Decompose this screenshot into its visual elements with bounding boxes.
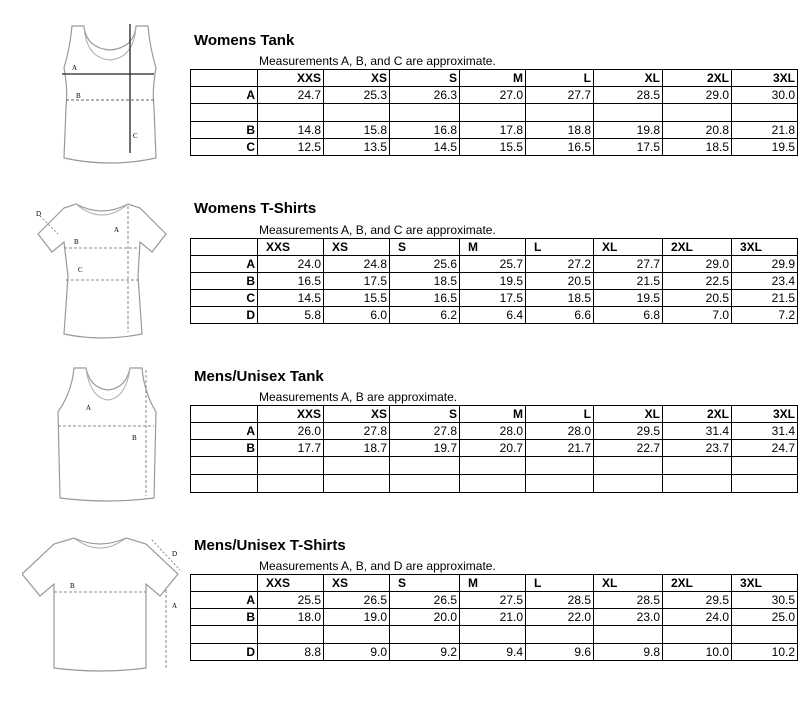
size-header: S xyxy=(390,239,460,256)
measurement-cell: 25.0 xyxy=(732,609,798,626)
measurement-cell: 24.0 xyxy=(258,256,324,273)
measurement-cell: 27.0 xyxy=(460,87,526,104)
measurement-cell xyxy=(526,626,594,644)
header-row xyxy=(191,239,798,256)
tshirt-outline xyxy=(38,204,166,338)
measurement-cell: 22.5 xyxy=(663,273,732,290)
measurement-cell: 27.7 xyxy=(526,87,594,104)
label-a: A xyxy=(172,602,178,610)
measurement-cell: 21.7 xyxy=(526,440,594,457)
measurement-cell: 25.6 xyxy=(390,256,460,273)
measurement-cell: 18.5 xyxy=(526,290,594,307)
section-note: Measurements A, B, and C are approximate. xyxy=(259,54,496,68)
measurement-cell: 20.7 xyxy=(460,440,526,457)
measurement-cell xyxy=(594,475,663,493)
measurement-cell: 20.0 xyxy=(390,609,460,626)
measurement-cell xyxy=(258,104,324,122)
label-c: C xyxy=(78,266,83,274)
measurement-cell: 29.9 xyxy=(732,256,798,273)
measurement-cell: 24.8 xyxy=(324,256,390,273)
label-b: B xyxy=(132,434,137,442)
row-label xyxy=(191,457,258,475)
size-header: L xyxy=(526,239,594,256)
measurement-cell xyxy=(258,457,324,475)
measurement-cell: 9.4 xyxy=(460,644,526,661)
measurement-cell: 21.5 xyxy=(594,273,663,290)
measurement-cell: 26.5 xyxy=(390,592,460,609)
size-table xyxy=(190,574,798,661)
measurement-cell: 15.8 xyxy=(324,122,390,139)
measurement-cell: 26.0 xyxy=(258,423,324,440)
table-row xyxy=(191,290,798,307)
size-header: 2XL xyxy=(663,575,732,592)
measurement-cell: 24.7 xyxy=(258,87,324,104)
row-label: C xyxy=(191,290,258,307)
measurement-cell: 28.5 xyxy=(526,592,594,609)
measurement-cell xyxy=(732,457,798,475)
measurement-cell: 18.5 xyxy=(390,273,460,290)
measurement-cell: 20.8 xyxy=(663,122,732,139)
measurement-cell: 14.8 xyxy=(258,122,324,139)
measurement-cell xyxy=(324,626,390,644)
row-label: D xyxy=(191,644,258,661)
measurement-cell xyxy=(526,104,594,122)
size-header: 2XL xyxy=(663,239,732,256)
measurement-cell: 16.8 xyxy=(390,122,460,139)
measurement-cell: 23.0 xyxy=(594,609,663,626)
measurement-cell: 27.8 xyxy=(390,423,460,440)
tshirt-outline xyxy=(22,538,178,671)
size-header: S xyxy=(390,406,460,423)
measurement-cell xyxy=(594,104,663,122)
measurement-cell: 28.0 xyxy=(526,423,594,440)
size-header: XXS xyxy=(258,575,324,592)
measurement-cell xyxy=(324,457,390,475)
size-header: L xyxy=(526,70,594,87)
measurement-cell: 12.5 xyxy=(258,139,324,156)
measurement-cell: 23.4 xyxy=(732,273,798,290)
row-label: A xyxy=(191,87,258,104)
size-table xyxy=(190,238,798,324)
size-header: M xyxy=(460,406,526,423)
row-label xyxy=(191,104,258,122)
measurement-cell: 25.5 xyxy=(258,592,324,609)
table-row xyxy=(191,423,798,440)
corner-cell xyxy=(191,406,258,423)
size-header: L xyxy=(526,575,594,592)
section-title: Mens/Unisex T-Shirts xyxy=(194,537,346,554)
measurement-cell: 16.5 xyxy=(258,273,324,290)
size-table xyxy=(190,69,798,156)
measurement-cell: 21.8 xyxy=(732,122,798,139)
row-label xyxy=(191,475,258,493)
size-header: 3XL xyxy=(732,70,798,87)
measurement-cell: 19.0 xyxy=(324,609,390,626)
section-title: Mens/Unisex Tank xyxy=(194,368,324,385)
section-title: Womens T-Shirts xyxy=(194,200,317,217)
size-header: XXS xyxy=(258,70,324,87)
size-header: 2XL xyxy=(663,406,732,423)
measurement-cell: 6.6 xyxy=(526,307,594,324)
table-row xyxy=(191,87,798,104)
measurement-cell: 19.5 xyxy=(594,290,663,307)
table-row xyxy=(191,256,798,273)
table-row xyxy=(191,626,798,644)
measurement-cell xyxy=(663,626,732,644)
measurement-cell: 29.5 xyxy=(594,423,663,440)
size-table xyxy=(190,405,798,493)
table-row xyxy=(191,440,798,457)
size-header: XL xyxy=(594,406,663,423)
measurement-cell: 19.8 xyxy=(594,122,663,139)
header-row xyxy=(191,406,798,423)
size-header: XXS xyxy=(258,406,324,423)
measurement-cell: 30.0 xyxy=(732,87,798,104)
measurement-cell: 18.8 xyxy=(526,122,594,139)
measurement-cell: 25.3 xyxy=(324,87,390,104)
measurement-cell: 15.5 xyxy=(324,290,390,307)
measurement-cell xyxy=(390,104,460,122)
measurement-cell: 18.5 xyxy=(663,139,732,156)
table-row xyxy=(191,592,798,609)
measurement-cell xyxy=(460,457,526,475)
label-b: B xyxy=(76,92,81,100)
measurement-cell: 14.5 xyxy=(258,290,324,307)
measurement-cell: 18.7 xyxy=(324,440,390,457)
measurement-cell xyxy=(526,457,594,475)
size-header: XL xyxy=(594,575,663,592)
measurement-cell: 24.7 xyxy=(732,440,798,457)
row-label: D xyxy=(191,307,258,324)
measurement-cell: 27.7 xyxy=(594,256,663,273)
label-b: B xyxy=(74,238,79,246)
measurement-cell: 27.5 xyxy=(460,592,526,609)
measurement-cell: 5.8 xyxy=(258,307,324,324)
measurement-cell: 6.8 xyxy=(594,307,663,324)
measurement-cell: 29.0 xyxy=(663,256,732,273)
row-label: A xyxy=(191,592,258,609)
measurement-cell: 22.0 xyxy=(526,609,594,626)
row-label: A xyxy=(191,256,258,273)
measurement-cell: 17.5 xyxy=(460,290,526,307)
measurement-cell xyxy=(526,475,594,493)
measurement-cell xyxy=(390,626,460,644)
measurement-cell: 20.5 xyxy=(663,290,732,307)
measurement-cell xyxy=(732,104,798,122)
measurement-cell: 29.5 xyxy=(663,592,732,609)
label-d: D xyxy=(36,210,42,218)
measurement-cell xyxy=(460,626,526,644)
measurement-cell: 28.0 xyxy=(460,423,526,440)
measurement-cell xyxy=(460,475,526,493)
measurement-cell: 29.0 xyxy=(663,87,732,104)
size-header: M xyxy=(460,575,526,592)
size-header: XS xyxy=(324,239,390,256)
measurement-cell: 23.7 xyxy=(663,440,732,457)
measurement-cell: 24.0 xyxy=(663,609,732,626)
measurement-cell: 6.0 xyxy=(324,307,390,324)
measurement-cell: 19.7 xyxy=(390,440,460,457)
measurement-cell xyxy=(258,475,324,493)
table-row xyxy=(191,475,798,493)
table-row xyxy=(191,457,798,475)
corner-cell xyxy=(191,70,258,87)
measurement-cell: 17.5 xyxy=(324,273,390,290)
measurement-cell: 16.5 xyxy=(390,290,460,307)
size-header: XS xyxy=(324,575,390,592)
mens-tank-illustration xyxy=(48,362,168,506)
measurement-cell xyxy=(324,475,390,493)
table-row xyxy=(191,104,798,122)
label-b: B xyxy=(70,582,75,590)
table-row xyxy=(191,273,798,290)
row-label: B xyxy=(191,440,258,457)
header-row xyxy=(191,575,798,592)
label-a: A xyxy=(114,226,120,234)
measurement-cell: 10.2 xyxy=(732,644,798,661)
measurement-cell: 27.8 xyxy=(324,423,390,440)
corner-cell xyxy=(191,575,258,592)
size-header: S xyxy=(390,575,460,592)
measurement-cell xyxy=(460,104,526,122)
row-label xyxy=(191,626,258,644)
row-label: B xyxy=(191,609,258,626)
table-row xyxy=(191,139,798,156)
measurement-cell: 13.5 xyxy=(324,139,390,156)
measurement-cell: 17.7 xyxy=(258,440,324,457)
tank-outline xyxy=(58,368,156,501)
measurement-cell: 8.8 xyxy=(258,644,324,661)
measurement-cell: 17.5 xyxy=(594,139,663,156)
measurement-cell: 21.0 xyxy=(460,609,526,626)
row-label: B xyxy=(191,122,258,139)
measurement-cell: 26.3 xyxy=(390,87,460,104)
measurement-cell: 31.4 xyxy=(732,423,798,440)
womens-tank-illustration xyxy=(50,18,170,170)
table-row xyxy=(191,307,798,324)
measurement-cell: 9.2 xyxy=(390,644,460,661)
size-header: M xyxy=(460,239,526,256)
measurement-cell: 9.6 xyxy=(526,644,594,661)
section-title: Womens Tank xyxy=(194,32,295,49)
measurement-cell xyxy=(324,104,390,122)
row-label: B xyxy=(191,273,258,290)
label-a: A xyxy=(86,404,92,412)
size-header: M xyxy=(460,70,526,87)
measurement-cell xyxy=(663,475,732,493)
table-row xyxy=(191,122,798,139)
measurement-cell xyxy=(258,626,324,644)
mens-tshirt-illustration xyxy=(22,530,192,676)
measurement-cell: 19.5 xyxy=(732,139,798,156)
measurement-cell: 25.7 xyxy=(460,256,526,273)
label-c: C xyxy=(133,132,138,140)
label-a: A xyxy=(72,64,78,72)
measurement-cell: 15.5 xyxy=(460,139,526,156)
measurement-cell: 31.4 xyxy=(663,423,732,440)
section-note: Measurements A, B, and C are approximate. xyxy=(259,223,496,237)
measurement-cell: 20.5 xyxy=(526,273,594,290)
measurement-cell: 7.2 xyxy=(732,307,798,324)
measurement-cell xyxy=(663,457,732,475)
table-row xyxy=(191,644,798,661)
size-header: 3XL xyxy=(732,406,798,423)
size-header: XL xyxy=(594,70,663,87)
womens-tshirt-illustration xyxy=(28,196,178,341)
measurement-cell: 16.5 xyxy=(526,139,594,156)
measurement-cell: 10.0 xyxy=(663,644,732,661)
measurement-cell: 22.7 xyxy=(594,440,663,457)
measurement-cell: 6.2 xyxy=(390,307,460,324)
measurement-cell: 30.5 xyxy=(732,592,798,609)
measurement-cell: 9.0 xyxy=(324,644,390,661)
measurement-cell: 14.5 xyxy=(390,139,460,156)
measurement-cell: 28.5 xyxy=(594,592,663,609)
measurement-cell: 21.5 xyxy=(732,290,798,307)
measurement-cell: 6.4 xyxy=(460,307,526,324)
size-header: XS xyxy=(324,70,390,87)
table-row xyxy=(191,609,798,626)
measurement-cell: 19.5 xyxy=(460,273,526,290)
measurement-cell: 27.2 xyxy=(526,256,594,273)
measurement-cell: 17.8 xyxy=(460,122,526,139)
size-header: XXS xyxy=(258,239,324,256)
measurement-cell xyxy=(732,475,798,493)
row-label: A xyxy=(191,423,258,440)
size-header: XS xyxy=(324,406,390,423)
measurement-cell: 9.8 xyxy=(594,644,663,661)
measurement-cell: 26.5 xyxy=(324,592,390,609)
measurement-cell: 7.0 xyxy=(663,307,732,324)
measurement-cell xyxy=(663,104,732,122)
size-header: L xyxy=(526,406,594,423)
measurement-cell xyxy=(594,626,663,644)
row-label: C xyxy=(191,139,258,156)
label-d: D xyxy=(172,550,178,558)
corner-cell xyxy=(191,239,258,256)
size-header: S xyxy=(390,70,460,87)
measurement-cell xyxy=(732,626,798,644)
measurement-cell: 28.5 xyxy=(594,87,663,104)
section-note: Measurements A, B are approximate. xyxy=(259,390,458,404)
size-header: XL xyxy=(594,239,663,256)
header-row xyxy=(191,70,798,87)
measurement-cell xyxy=(390,457,460,475)
size-header: 2XL xyxy=(663,70,732,87)
measurement-cell: 18.0 xyxy=(258,609,324,626)
measurement-cell xyxy=(390,475,460,493)
size-header: 3XL xyxy=(732,575,798,592)
section-note: Measurements A, B, and D are approximate. xyxy=(259,559,496,573)
size-header: 3XL xyxy=(732,239,798,256)
measurement-cell xyxy=(594,457,663,475)
